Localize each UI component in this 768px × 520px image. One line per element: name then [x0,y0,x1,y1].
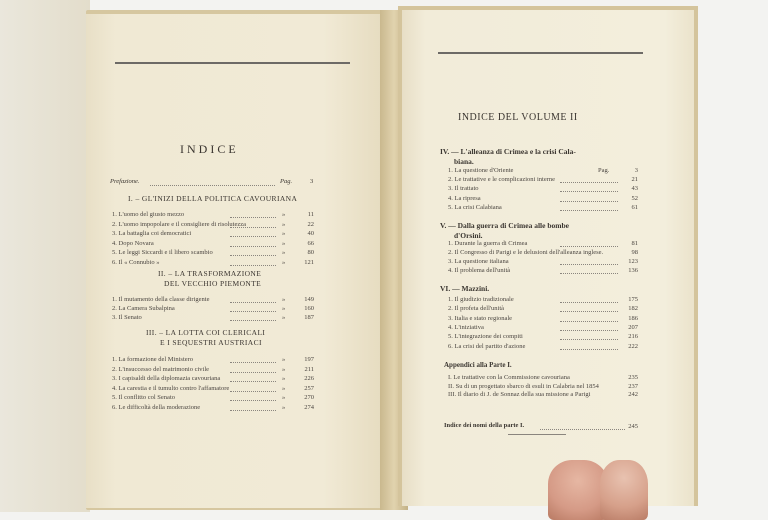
page-number: 207 [628,323,638,331]
toc-entry: 2. Il Congresso di Parigi e le delusioni dell'alleanza inglese. [448,249,604,256]
toc-entry: I. Le trattative con la Commissione cavouriana [448,374,570,381]
page-marker: » [282,211,286,218]
leader-dots [230,217,276,218]
toc-entry: 5. L'integrazione dei compiti [448,333,523,341]
page-number: 66 [307,239,314,247]
section-heading: VI. — Mazzini. [440,284,490,293]
top-rule-right [438,52,643,54]
page-marker: » [282,296,286,303]
bottom-rule-right [508,434,566,435]
leader-dots [230,311,276,312]
section-heading: II. – LA TRASFORMAZIONE [158,269,262,278]
page-number: 216 [628,333,638,341]
page-marker: » [282,384,286,392]
index-title: INDICE [180,142,239,156]
leader-dots [230,320,276,321]
page-number: 52 [631,194,638,202]
page-number: 274 [304,403,314,411]
page-number: 197 [304,356,314,363]
toc-entry: 1. L'uomo del giusto mezzo [112,211,185,218]
toc-entry: 2. La Camera Subalpina [112,305,175,312]
finger [600,460,648,520]
toc-entry: 4. Il problema dell'unità [448,267,511,274]
leader-dots [230,265,276,266]
background-left [0,0,90,512]
page-number: 80 [307,249,314,256]
page-number: 11 [307,211,314,218]
toc-entry: III. Il diario di J. de Sonnaz della sua missione a Parigi [448,391,591,399]
page-number: 21 [631,176,638,184]
leader-dots [560,339,618,340]
toc-entry: 3. La battaglia coi democratici [112,230,192,237]
top-rule-left [115,62,350,64]
toc-entry: 6. Le difficoltà della moderazione [112,403,201,411]
leader-dots [560,264,618,265]
toc-entry: II. Su di un progettato sbarco di esuli in Calabria nel 1854 [448,382,599,390]
page-marker: » [282,394,286,401]
page-number: 226 [304,375,314,382]
prefazione-page: 3 [310,178,314,185]
section-heading-line2: d'Orsini. [454,231,483,240]
toc-entry: 4. L'iniziativa [448,323,484,331]
leader-dots [230,227,276,228]
page-marker: » [282,230,286,237]
page-number: 160 [304,305,314,312]
names-index-label: Indice dei nomi della parte I. [444,422,525,429]
toc-entry: 2. Le trattative e le complicazioni interne [448,176,556,184]
toc-entry: 3. Il Senato [112,314,142,321]
toc-entry: 5. Il conflitto col Senato [112,394,176,401]
toc-entry: 2. L'uomo impopolare e il consigliere di risolutezza [112,220,247,228]
toc-entry: 3. La questione italiana [448,258,509,265]
section-heading: I. – GL'INIZI DELLA POLITICA CAVOURIANA [128,194,298,203]
page-marker: » [282,403,286,411]
toc-entry: 3. Italia e stato regionale [448,314,513,322]
page-number: 235 [628,374,638,381]
leader-dots [560,182,618,183]
page-number: 222 [628,342,638,350]
page-number: 121 [304,258,314,266]
toc-entry: 4. La ripresa [448,194,481,202]
page-number: 123 [628,258,638,265]
page-number: 61 [631,203,638,211]
leader-dots [230,372,276,373]
leader-dots [560,191,618,192]
prefazione-label: Prefazione. [110,178,140,185]
appendix-heading: Appendici alla Parte I. [444,361,512,369]
page-number: 3 [634,167,638,174]
leader-dots [560,311,618,312]
leader-dots [230,302,276,303]
leader-dots [150,185,275,186]
toc-entry: 5. Le leggi Siccardi e il libero scambio [112,249,213,256]
page-number: 237 [628,382,638,390]
page-marker: » [282,375,286,382]
finger [548,460,608,520]
toc-entry: 2. L'insuccesso del matrimonio civile [112,365,210,373]
toc-entry: 5. La crisi Calabiana [448,203,502,211]
page-marker: » [282,356,286,363]
leader-dots [230,381,276,382]
leader-dots [230,391,276,392]
volume-index-title: INDICE DEL VOLUME II [458,112,578,123]
toc-entry: 1. Durante la guerra di Crimea [448,240,528,247]
pag-label: Pag. [598,167,610,174]
leader-dots [560,321,618,322]
toc-entry: 3. Il trattato [448,185,479,193]
toc-entry: 3. I capisaldi della diplomazia cavouriana [112,375,221,382]
leader-dots [560,349,618,350]
leader-dots [560,201,618,202]
leader-dots [230,246,276,247]
toc-entry: 1. La questione d'Oriente [448,167,514,174]
page-number: 175 [628,296,638,303]
names-index-page: 245 [628,423,638,430]
leader-dots [230,236,276,237]
leader-dots [230,362,276,363]
page-number: 81 [631,240,638,247]
leader-dots [230,255,276,256]
page-marker: » [282,220,286,228]
leader-dots [560,273,618,274]
toc-entry: 4. Dopo Novara [112,239,154,247]
page-number: 242 [628,391,638,399]
toc-entry: 1. Il mutamento della classe dirigente [112,296,210,303]
right-page [402,10,694,506]
page-marker: » [282,305,286,312]
leader-dots [230,400,276,401]
page-marker: » [282,249,286,256]
toc-entry: 2. Il profeta dell'unità [448,305,505,313]
pag-label: Pag. [280,178,293,185]
section-heading-line2: E I SEQUESTRI AUSTRIACI [160,338,262,347]
section-heading-line2: biana. [454,157,474,166]
page-number: 22 [307,220,314,228]
page-number: 257 [304,384,314,392]
page-number: 40 [307,230,314,237]
section-heading: III. – LA LOTTA COI CLERICALI [146,328,266,337]
leader-dots [560,302,618,303]
toc-entry: 1. Il giudizio tradizionale [448,296,514,303]
page-number: 182 [628,305,638,313]
page-number: 43 [631,185,638,193]
toc-entry: 4. La carestia e il tumulto contro l'affamatore [112,384,230,392]
leader-dots [560,330,618,331]
section-heading: IV. — L'alleanza di Crimea e la crisi Cala- [440,147,576,156]
page-marker: » [282,314,286,321]
toc-entry: 6. Il « Connubio » [112,258,160,266]
page-number: 187 [304,314,314,321]
page-marker: » [282,239,286,247]
page-number: 98 [631,249,638,256]
section-heading-line2: DEL VECCHIO PIEMONTE [164,279,262,288]
page-number: 186 [628,314,638,322]
toc-entry: 6. La crisi del partito d'azione [448,342,526,350]
page-number: 211 [304,365,314,373]
page-number: 149 [304,296,314,303]
leader-dots [560,210,618,211]
page-number: 270 [304,394,314,401]
section-heading: V. — Dalla guerra di Crimea alle bombe [440,221,570,230]
leader-dots [560,246,618,247]
page-marker: » [282,258,286,266]
toc-entry: 1. La formazione del Ministero [112,356,194,363]
leader-dots [540,429,625,430]
page-number: 136 [628,267,638,274]
leader-dots [230,410,276,411]
page-marker: » [282,365,286,373]
